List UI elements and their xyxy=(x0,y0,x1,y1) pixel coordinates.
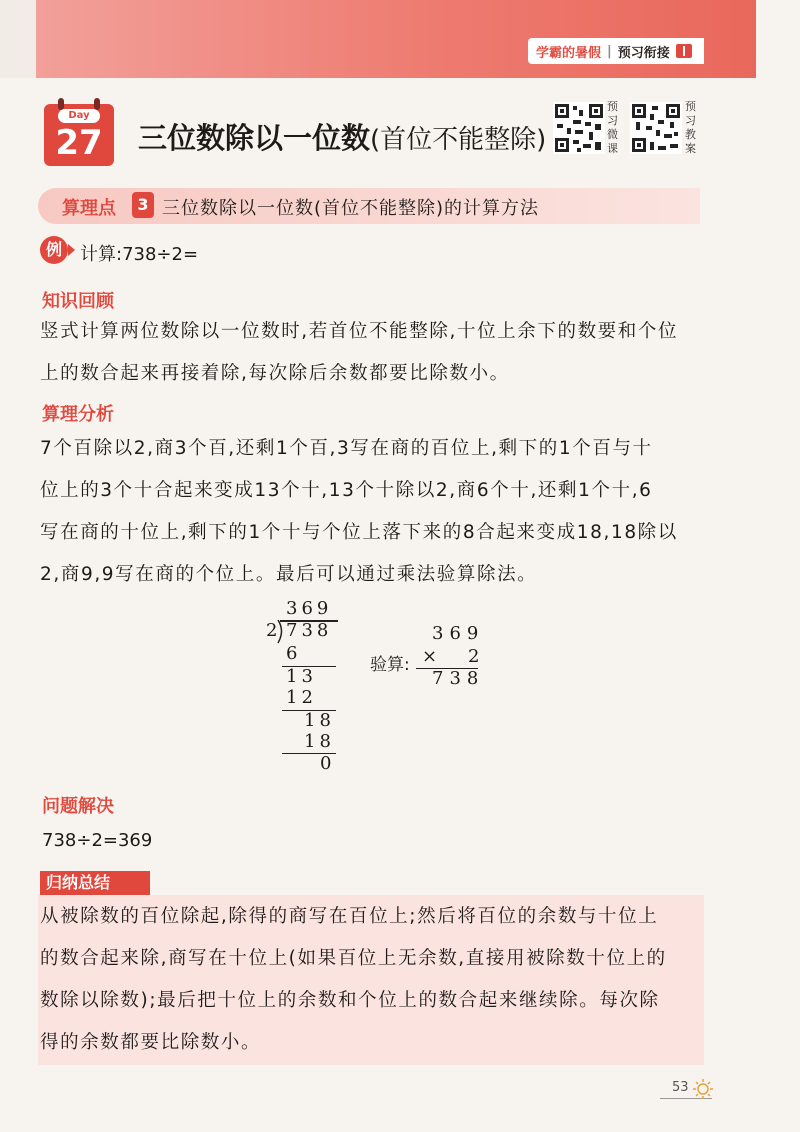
calendar-ring-icon xyxy=(94,98,100,110)
section-number: 3 xyxy=(132,192,154,218)
day-label: Day xyxy=(58,109,100,123)
day-badge xyxy=(44,104,114,166)
qr-code-icon[interactable] xyxy=(553,102,605,154)
series-subtitle: 预习衔接 xyxy=(617,45,670,61)
text-line: 数除以除数);最后把十位上的余数和个位上的数合起来继续除。每次除 xyxy=(40,990,660,1011)
example-badge: 例 xyxy=(40,236,68,264)
text-line: 上的数合起来再接着除,每次除后余数都要比除数小。 xyxy=(40,363,510,384)
step-value: 0 xyxy=(320,753,332,774)
text-line: 的数合起来除,商写在十位上(如果百位上无余数,直接用被除数十位上的 xyxy=(40,948,667,969)
qr-code-icon[interactable] xyxy=(630,102,682,154)
text-line: 竖式计算两位数除以一位数时,若首位不能整除,十位上余下的数要和个位 xyxy=(40,321,679,342)
text-line: 位上的3个十合起来变成13个十,13个十除以2,商6个十,还剩1个十,6 xyxy=(40,480,653,501)
review-paragraph xyxy=(40,311,678,395)
verify-result: 738 xyxy=(432,668,485,689)
verify-top: 369 xyxy=(432,623,485,644)
text-line: 7个百除以2,商3个百,还剩1个百,3写在商的百位上,剩下的1个百与十 xyxy=(40,438,653,459)
verify-multiplier: 2 xyxy=(468,646,480,667)
title-sub: (首位不能整除) xyxy=(370,125,547,155)
book-icon xyxy=(676,44,692,58)
text-line: 从被除数的百位除起,除得的商写在百位上;然后将百位的余数与十位上 xyxy=(40,906,659,927)
step-value: 13 xyxy=(286,666,317,687)
page-number: 53 xyxy=(672,1080,689,1095)
review-heading: 知识回顾 xyxy=(42,291,114,312)
summary-tag: 归纳总结 xyxy=(40,871,150,895)
example-text: 计算:738÷2= xyxy=(80,244,199,265)
summary-paragraph xyxy=(40,896,667,1064)
title-main: 三位数除以一位数 xyxy=(138,121,371,155)
section-heading: 三位数除以一位数(首位不能整除)的计算方法 xyxy=(162,198,540,219)
solve-answer: 738÷2=369 xyxy=(42,830,153,851)
analysis-heading: 算理分析 xyxy=(42,404,114,425)
series-label xyxy=(528,38,704,64)
step-value: 6 xyxy=(286,643,298,664)
quotient: 369 xyxy=(286,598,333,619)
sun-icon xyxy=(692,1078,714,1100)
verify-operator: × xyxy=(422,646,438,667)
verify-label: 验算: xyxy=(370,655,410,675)
step-value: 18 xyxy=(304,731,335,752)
series-name: 学霸的暑假 xyxy=(536,45,602,61)
qr-label: 预习教案 xyxy=(685,100,696,155)
division-bracket xyxy=(276,620,286,644)
analysis-paragraph xyxy=(40,428,678,596)
page-title xyxy=(138,116,546,157)
dividend: 738 xyxy=(286,620,333,641)
text-line: 得的余数都要比除数小。 xyxy=(40,1032,262,1053)
divisor: 2 xyxy=(266,620,278,641)
text-line: 写在商的十位上,剩下的1个十与个位上落下来的8合起来变成18,18除以 xyxy=(40,522,678,543)
section-tag: 算理点 xyxy=(62,198,116,219)
solve-heading: 问题解决 xyxy=(42,796,114,817)
arrow-icon xyxy=(68,244,75,256)
step-value: 12 xyxy=(286,687,317,708)
page-margin xyxy=(0,0,36,78)
step-value: 18 xyxy=(304,710,335,731)
day-number: 27 xyxy=(55,123,103,163)
qr-label: 预习微课 xyxy=(607,100,618,155)
text-line: 2,商9,9写在商的个位上。最后可以通过乘法验算除法。 xyxy=(40,564,538,585)
series-divider: | xyxy=(607,43,612,59)
